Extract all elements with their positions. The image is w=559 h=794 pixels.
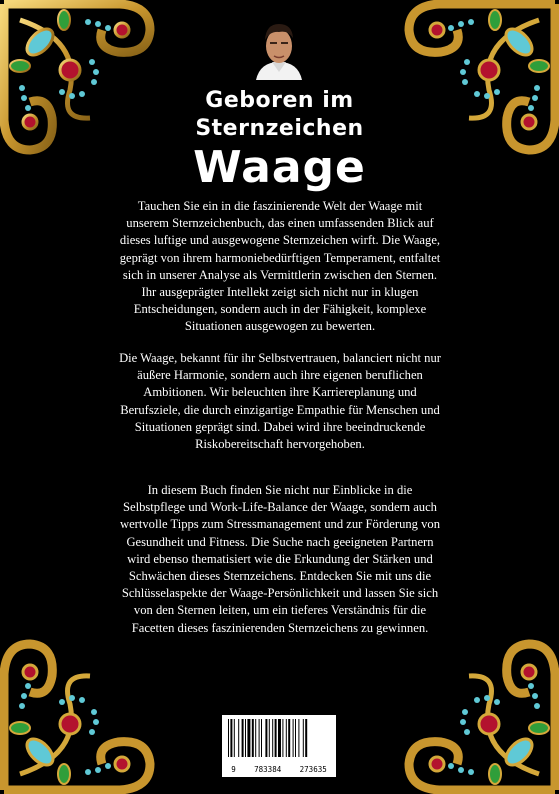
barcode-bar <box>305 719 307 757</box>
ornament-svg <box>389 624 559 794</box>
barcode-bar <box>288 719 290 757</box>
ornament-corner-bottom-right-icon <box>389 624 559 794</box>
barcode-bar <box>234 719 235 757</box>
title-zodiac-sign: Waage <box>193 142 366 193</box>
barcode-bar <box>293 719 294 757</box>
title-line-1: Geboren im <box>205 88 354 113</box>
barcode-bars <box>222 715 336 765</box>
isbn-barcode <box>222 715 336 777</box>
barcode-bar <box>261 719 262 757</box>
barcode-bar <box>252 719 254 757</box>
barcode-bar <box>259 719 260 757</box>
barcode-bar <box>242 719 244 757</box>
barcode-bar <box>245 719 246 757</box>
barcode-bar <box>269 719 270 757</box>
barcode-digit-group-1: 783384 <box>254 765 282 774</box>
description-paragraph-3: In diesem Buch finden Sie nicht nur Einblicke in die Selbstpflege und Work-Life-Balance der Waage, sondern auch wertvolle Tipps zum Stressmanagement und zur Förderung von Gesundheit und Fitness. Die Suche nach geeigneten Partnern wird ebenso thematisiert wie die Erkundung der Stärken und Schwächen dieses Sternzeichens. Entdecken Sie mit uns die Schlüsselaspekte der Waage-Persönlichkeit und lassen Sie sich von den Sternen leiten, um ein tieferes Verständnis für die Facetten dieses faszinierenden Sternzeichens zu gewinnen. <box>119 483 441 635</box>
barcode-bar <box>278 719 281 757</box>
ornament-corner-bottom-left-icon <box>0 624 170 794</box>
title-line-2: Sternzeichen <box>195 116 364 141</box>
barcode-bar <box>282 719 283 757</box>
barcode-bar <box>303 719 304 757</box>
ornament-svg <box>0 624 170 794</box>
barcode-bar <box>295 719 296 757</box>
portrait-svg <box>254 16 304 80</box>
barcode-digit-group-2: 273635 <box>299 765 327 774</box>
author-portrait <box>254 16 304 80</box>
description-paragraph-1: Tauchen Sie ein in die faszinierende Welt der Waage mit unserem Sternzeichenbuch, das einen umfassenden Blick auf dieses luftige und ausgewogene Sternzeichen wirft. Die Waage, geprägt von ihrem harmoniebedürftigen Temperament, entfaltet sich in unserer Analyse als Vermittlerin zwischen den Sternen. Ihr ausgeprägter Intellekt zeigt sich nicht nur in klugen Entscheidungen, sondern auch in der Fähigkeit, komplexe Situationen ausgewogen zu bewerten. <box>119 199 441 334</box>
barcode-bar <box>230 719 232 757</box>
barcode-bar <box>255 719 256 757</box>
barcode-bar <box>247 719 250 757</box>
description-paragraph-2: Die Waage, bekannt für ihr Selbstvertrauen, balanciert nicht nur äußere Harmonie, sondern auch ihre eigenen beruflichen Ambitionen. Wir beleuchten ihre Karriereplanung und Berufsziele, die durch einzigartige Empathie für Menschen und Situationen geprägt sind. Dabei wird ihre beeindruckende Riskobereitschaft hervorgehoben. <box>119 351 441 452</box>
barcode-digit-prefix: 9 <box>231 765 236 774</box>
barcode-bar <box>238 719 239 757</box>
barcode-bar <box>298 719 299 757</box>
barcode-digits <box>222 765 336 774</box>
barcode-bar <box>272 719 273 757</box>
barcode-bar <box>228 719 229 757</box>
barcode-bar <box>275 719 277 757</box>
barcode-bar <box>265 719 267 757</box>
barcode-bar <box>286 719 287 757</box>
